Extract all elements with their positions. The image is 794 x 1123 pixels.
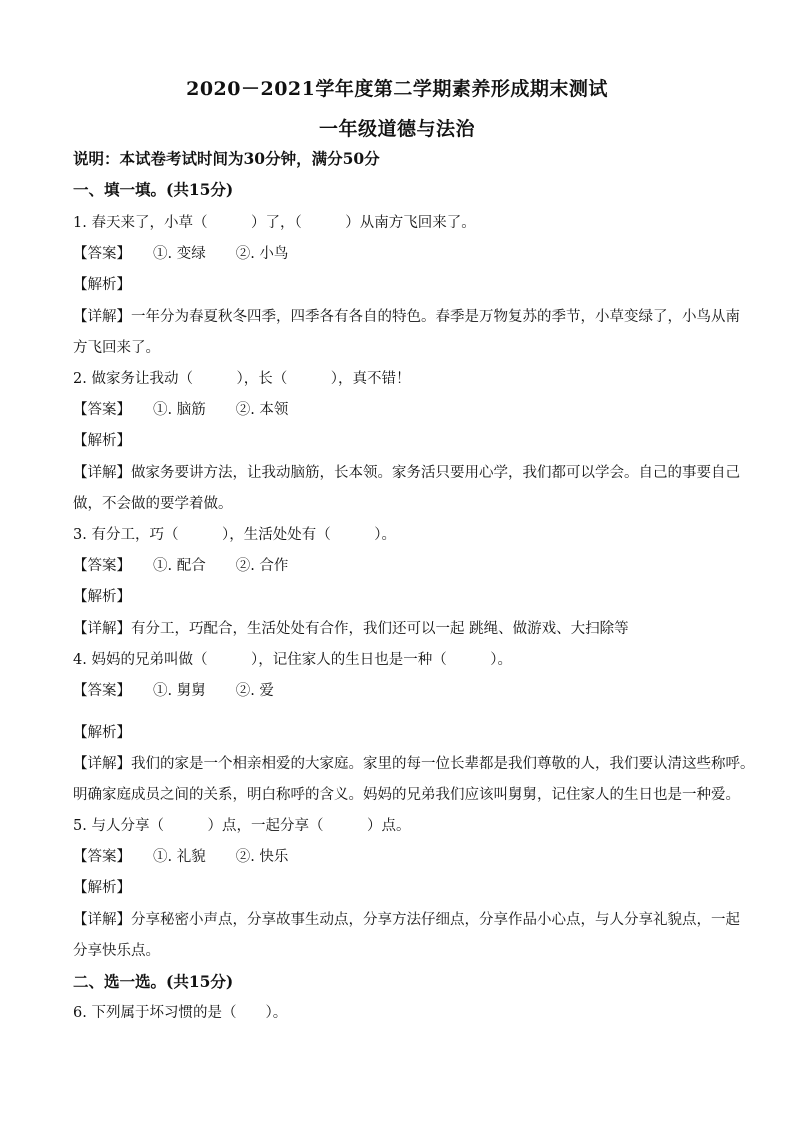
section-heading-1: 一、填一填。(共15分) — [73, 180, 234, 199]
answer-label: 【答案】 — [73, 849, 131, 865]
detail-2 — [73, 464, 740, 482]
answer-option-2: ②. 小鸟 — [235, 246, 289, 262]
answer-option-1: ①. 变绿 — [153, 246, 206, 262]
analysis-label-4: 【解析】 — [73, 725, 131, 741]
detail-text: 分享秘密小声点，分享故事生动点，分享方法仔细点，分享作品小心点，与人分享礼貌点，一起 — [131, 912, 740, 928]
answer-option-2: ②. 合作 — [235, 558, 289, 574]
detail-1-cont: 方飞回来了。 — [73, 340, 160, 356]
analysis-label-3: 【解析】 — [73, 589, 131, 605]
detail-label: 【详解】 — [73, 756, 131, 772]
detail-2-cont: 做，不会做的要学着做。 — [73, 496, 233, 512]
exam-note: 说明：本试卷考试时间为30分钟，满分50分 — [73, 149, 380, 168]
question-5: 5. 与人分享（ ）点，一起分享（ ）点。 — [73, 818, 411, 834]
answer-option-2: ②. 快乐 — [235, 849, 289, 865]
answer-option-1: ①. 礼貌 — [153, 849, 206, 865]
answer-option-2: ②. 爱 — [235, 683, 274, 699]
question-6: 6. 下列属于坏习惯的是（ ）。 — [73, 1005, 288, 1021]
answer-label: 【答案】 — [73, 558, 131, 574]
detail-4-cont: 明确家庭成员之间的关系，明白称呼的含义。妈妈的兄弟我们应该叫舅舅，记住家人的生日也是一种爱。 — [73, 787, 740, 803]
question-1: 1. 春天来了，小草（ ）了，（ ）从南方飞回来了。 — [73, 215, 476, 231]
page-subtitle: 一年级道德与法治 — [318, 118, 475, 140]
answer-5 — [73, 848, 733, 866]
answer-3 — [73, 557, 733, 575]
answer-2 — [73, 401, 733, 419]
detail-3 — [73, 620, 733, 638]
answer-label: 【答案】 — [73, 246, 131, 262]
answer-label: 【答案】 — [73, 402, 131, 418]
detail-1 — [73, 308, 740, 326]
question-3: 3. 有分工，巧（ ），生活处处有（ ）。 — [73, 527, 396, 543]
answer-option-1: ①. 配合 — [153, 558, 206, 574]
detail-text: 一年分为春夏秋冬四季，四季各有各自的特色。春季是万物复苏的季节，小草变绿了，小鸟从南 — [131, 309, 740, 325]
question-2: 2. 做家务让我动（ ），长（ ），真不错！ — [73, 371, 411, 387]
section-heading-2: 二、选一选。(共15分) — [73, 972, 234, 991]
detail-label: 【详解】 — [73, 309, 131, 325]
answer-option-2: ②. 本领 — [235, 402, 289, 418]
detail-label: 【详解】 — [73, 465, 131, 481]
answer-option-1: ①. 脑筋 — [153, 402, 206, 418]
detail-text: 我们的家是一个相亲相爱的大家庭。家里的每一位长辈都是我们尊敬的人，我们要认清这些称呼。 — [131, 756, 755, 772]
detail-text: 有分工，巧配合，生活处处有合作，我们还可以一起 跳绳、做游戏、大扫除等 — [131, 621, 629, 637]
analysis-label-2: 【解析】 — [73, 433, 131, 449]
detail-label: 【详解】 — [73, 621, 131, 637]
answer-4 — [73, 682, 733, 700]
detail-4 — [73, 755, 755, 773]
detail-5 — [73, 911, 740, 929]
question-4: 4. 妈妈的兄弟叫做（ ），记住家人的生日也是一种（ ）。 — [73, 652, 512, 668]
answer-label: 【答案】 — [73, 683, 131, 699]
detail-text: 做家务要讲方法，让我动脑筋，长本领。家务活只要用心学，我们都可以学会。自己的事要自己 — [131, 465, 740, 481]
detail-label: 【详解】 — [73, 912, 131, 928]
page-title: 2020－2021学年度第二学期素养形成期末测试 — [186, 78, 608, 100]
detail-5-cont: 分享快乐点。 — [73, 943, 160, 959]
analysis-label-1: 【解析】 — [73, 277, 131, 293]
answer-1 — [73, 245, 733, 263]
analysis-label-5: 【解析】 — [73, 880, 131, 896]
answer-option-1: ①. 舅舅 — [153, 683, 206, 699]
